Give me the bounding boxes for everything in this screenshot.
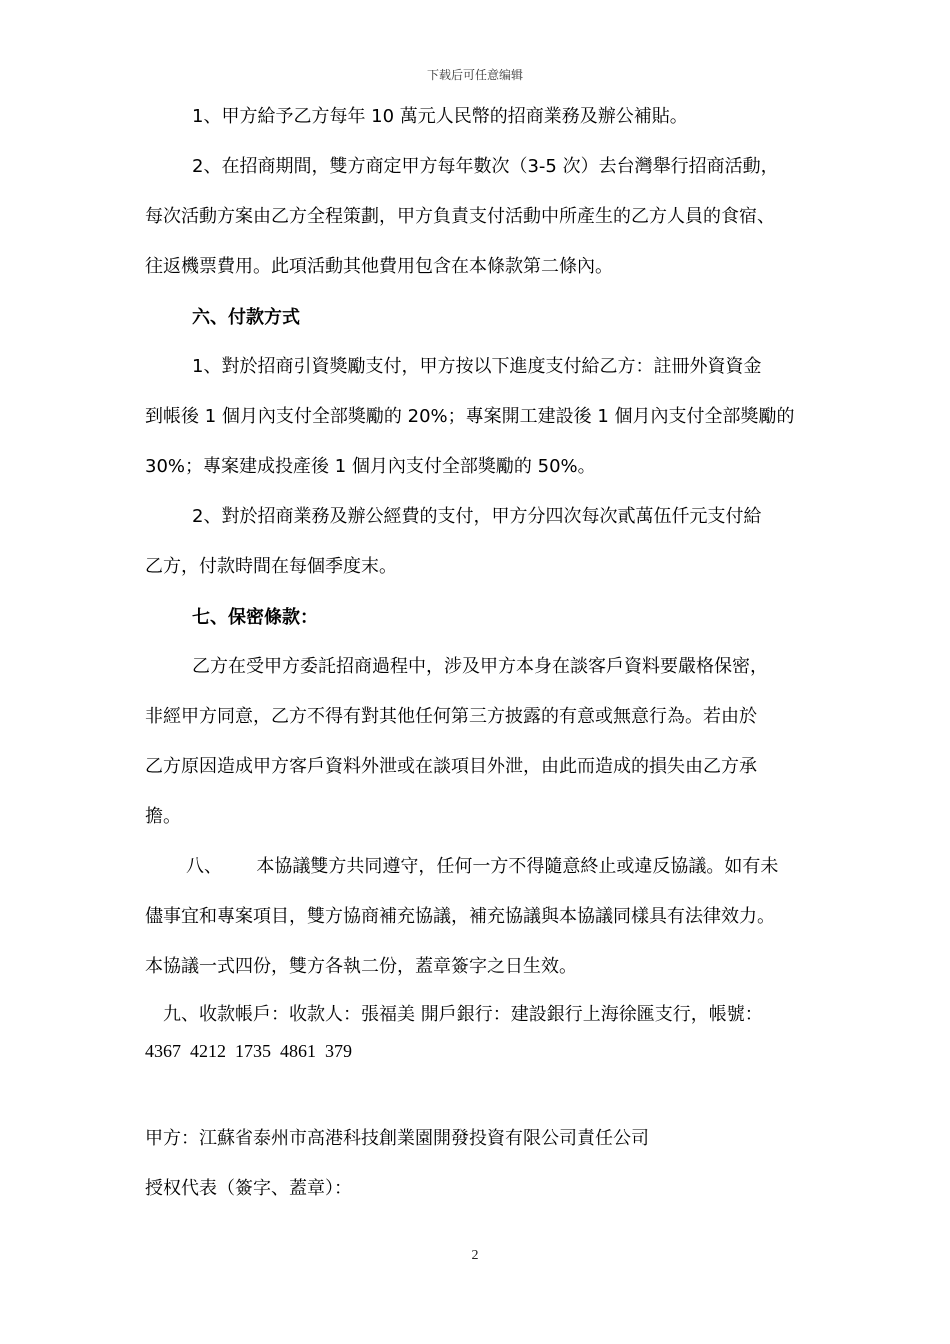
clause-6-item-1-cont-2: 30%；專案建成投產後 1 個月內支付全部獎勵的 50%。 [145, 456, 596, 477]
clause-6-item-1-cont-1: 到帳後 1 個月內支付全部獎勵的 20%；專案開工建設後 1 個月內支付全部獎勵的 [145, 406, 795, 427]
clause-7-para-cont-1: 非經甲方同意，乙方不得有對其他任何第三方披露的有意或無意行為。若由於 [145, 706, 757, 727]
account-number: 4367 4212 1735 4861 379 [145, 1041, 352, 1061]
clause-7-para-cont-2: 乙方原因造成甲方客戶資料外泄或在談項目外泄，由此而造成的損失由乙方承 [145, 756, 757, 777]
section-8-para: 八、 本協議雙方共同遵守，任何一方不得隨意終止或違反協議。如有未 [186, 856, 779, 877]
authorized-representative: 授权代表（簽字、蓋章）： [145, 1178, 352, 1199]
section-8-para-cont-2: 本協議一式四份，雙方各執二份，蓋章簽字之日生效。 [145, 956, 577, 977]
clause-6-item-1: 1、對於招商引資獎勵支付，甲方按以下進度支付給乙方：註冊外資資金 [192, 356, 762, 377]
page-header-note: 下载后可任意编辑 [426, 68, 523, 82]
clause-5-item-2-cont-2: 往返機票費用。此項活動其他費用包含在本條款第二條內。 [145, 256, 613, 277]
section-7-heading: 七、保密條款： [192, 607, 318, 628]
section-8-para-cont-1: 儘事宜和專案項目，雙方協商補充協議，補充協議與本協議同樣具有法律效力。 [145, 906, 775, 927]
party-a-name: 甲方：江蘇省泰州市高港科技創業園開發投資有限公司責任公司 [145, 1128, 649, 1149]
clause-7-para: 乙方在受甲方委託招商過程中，涉及甲方本身在談客戶資料要嚴格保密， [192, 656, 768, 677]
clause-5-item-2-cont-1: 每次活動方案由乙方全程策劃，甲方負責支付活動中所產生的乙方人員的食宿、 [145, 206, 775, 227]
clause-5-item-1: 1、甲方給予乙方每年 10 萬元人民幣的招商業務及辦公補貼。 [192, 106, 688, 127]
clause-6-item-2: 2、對於招商業務及辦公經費的支付，甲方分四次每次貳萬伍仟元支付給 [192, 506, 762, 527]
clause-7-para-cont-3: 擔。 [145, 806, 181, 827]
clause-6-item-2-cont: 乙方，付款時間在每個季度末。 [145, 556, 397, 577]
clause-5-item-2: 2、在招商期間，雙方商定甲方每年數次（3-5 次）去台灣舉行招商活動， [192, 156, 779, 177]
section-6-heading: 六、付款方式 [192, 307, 300, 328]
section-9-account: 九、收款帳戶：收款人：張福美 開戶銀行：建設銀行上海徐匯支行，帳號： [163, 1004, 763, 1025]
page-number: 2 [471, 1248, 479, 1263]
